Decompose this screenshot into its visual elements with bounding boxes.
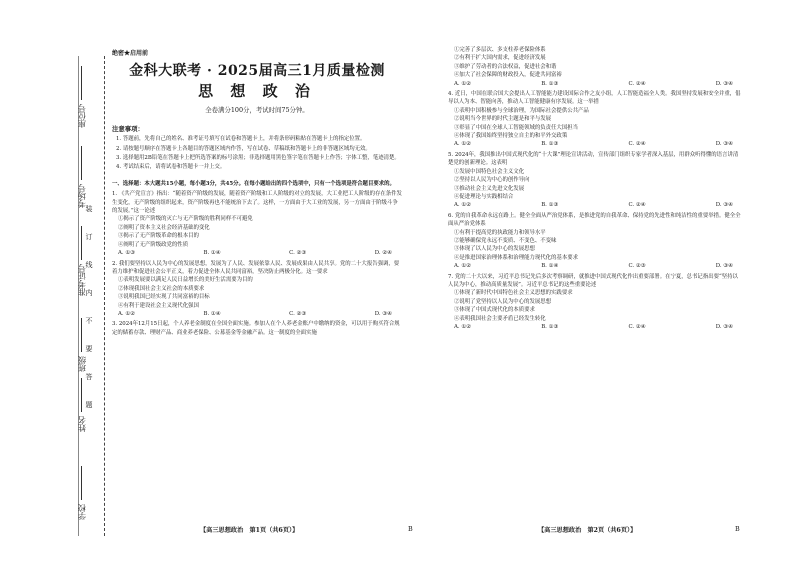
confidential-mark: 绝密★启用前	[112, 50, 149, 57]
class-field: 班级	[60, 318, 104, 372]
option: ①发展中国特色社会主义文化	[454, 168, 525, 175]
answer-choices	[118, 310, 392, 318]
notice-item: 3. 选择题用2B铅笔在答题卡上把所选答案的标号涂黑；非选择题用黑色签字笔在答题卡上作答；字体工整，笔迹清楚。	[116, 155, 400, 162]
option: ②体现我国社会主义社会的本质要求	[118, 285, 205, 292]
name-field: 姓名	[60, 378, 104, 432]
answer-choices	[454, 140, 733, 148]
binding-char: 装	[85, 205, 93, 213]
exam-title: 金科大联考 · 2025届高三1月质量检测	[129, 63, 385, 80]
school-field: 学校	[60, 466, 104, 520]
question-5: 5. 2024年，我国推出中国式现代化的“十大课”理论宣讲活动，宣传部门组织专家学者深入基层，用群众听得懂的语言讲清楚党的创新理论。这表明	[448, 151, 739, 167]
option: ③揭示了无产阶级革命的根本目的	[118, 233, 199, 240]
option: ②坚持以人民为中心的创作导向	[454, 177, 530, 184]
choice: A. ①②	[454, 80, 471, 87]
binding-char: 内	[85, 289, 93, 297]
option: ③维护了劳动者的合法权益，促进社会和谐	[454, 63, 557, 70]
choice: B. ①③	[541, 141, 559, 148]
binding-char: 不	[85, 317, 93, 325]
choice: D. ③④	[715, 263, 733, 270]
section-heading: 一、选择题：本大题共15小题，每小题3分，共45分。在每小题给出的四个选项中，只有一个选项是符合题目要求的。	[112, 180, 395, 187]
choice: B. ①④	[203, 310, 221, 317]
question-2: 2. 我们要坚持以人民为中心的发展思想，发展为了人民、发展依靠人民、发展成果由人民共享。党的二十大报告强调，要着力维护和促进社会公平正义，着力促进全体人民共同富裕，坚决防止两极分化。这一要求	[112, 260, 400, 275]
choice: B. ①④	[541, 263, 559, 270]
choice: C. ②④	[628, 80, 646, 87]
choice: A. ①②	[454, 324, 471, 330]
answer-choices	[454, 262, 733, 270]
answer-choices	[118, 249, 392, 257]
choice: D. ③④	[715, 80, 733, 87]
notice-item: 1. 答题前，先将自己的姓名、准考证号填写在试卷和答题卡上，并将条形码粘贴在答题卡上的指定位置。	[116, 136, 366, 143]
notice-item: 4. 考试结束后，请将试卷和答题卡一并上交。	[116, 164, 226, 171]
choice: C. ②④	[628, 141, 646, 148]
page-2-footer: 【高三思想政治 第2页（共6页）】	[538, 527, 637, 534]
option: ②能够确保党永远不变质、不变色、不变味	[454, 237, 557, 244]
option: ②有利于扩大国内需求，促进经济发展	[454, 55, 546, 62]
option: ④促进理论与实践相结合	[454, 193, 514, 200]
option: ②说明了党坚持以人民为中心的发展思想	[454, 298, 552, 305]
choice: C. ②④	[628, 324, 646, 330]
room-number-field: 考场号	[60, 146, 104, 208]
binding-char: 线	[85, 261, 93, 269]
answer-choices	[454, 80, 733, 88]
option: ①完善了多层次、多支柱养老保险体系	[454, 47, 546, 53]
answer-choices	[454, 323, 733, 331]
cut-line	[104, 56, 105, 536]
notice-list	[112, 135, 402, 172]
binding-char: 要	[85, 345, 93, 353]
choice: D. ③④	[715, 141, 733, 148]
choice: B. ①④	[203, 250, 221, 257]
answer-choices	[454, 201, 733, 209]
choice: B. ①③	[541, 202, 559, 209]
binding-char: 答	[85, 373, 93, 381]
page-1-column	[112, 50, 402, 337]
choice: D. ②④	[374, 250, 392, 257]
question-7: 7. 党的二十大以来，习近平总书记先后多次考察调研，就推进中国式现代化作出重要部署。在宁夏，总书记指出要“坚持以人民为中心，推动高质量发展”。习近平总书记的这些重要论述	[448, 273, 738, 288]
option: ④体现了我国始终坚持独立自主的和平外交政策	[454, 133, 568, 140]
question-1: 1. 《共产党宣言》指出：“随着资产阶级的发展，随着资产阶级和工人阶级的对立的发展，大工业把工人阶级的存在条件发生变化，无产阶级的组织起来，资产阶级再也不能统治下去了。这样，一方面由于大工业的发展，另一方面由于阶级斗争的发展。”这一论述	[112, 191, 402, 215]
choice: D. ③④	[715, 324, 733, 330]
page-1-footer: 【高三思想政治 第1页（共6页）】	[200, 527, 299, 534]
choice: A. ①③	[118, 250, 135, 257]
choice: B. ①③	[541, 324, 559, 330]
page-2-column	[448, 46, 743, 332]
notice-heading: 注意事项：	[112, 124, 144, 133]
choice: C. ②③	[289, 310, 307, 317]
option: ③彰显了中国在全球人工智能领域的负责任大国担当	[454, 124, 578, 131]
subject-title: 思 想 政 治	[198, 82, 316, 101]
option: ①有利于提高党的执政能力和领导水平	[454, 229, 546, 236]
choice: C. ②③	[628, 263, 646, 270]
option: ②阐明了资本主义社会经济基础的变化	[118, 224, 210, 231]
option: ②说明当今世界的时代主题是和平与发展	[454, 116, 552, 123]
binding-margin	[60, 56, 108, 536]
choice: C. ②③	[289, 250, 307, 257]
choice: A. ①②	[118, 310, 135, 317]
choice: A. ①②	[454, 263, 471, 270]
option: ④加大了社会保障的财政投入，促进共同富裕	[454, 72, 562, 79]
exam-id-field: 准考证号	[60, 226, 104, 296]
option: ①表明中国积极参与全球治理，为国际社会提供公共产品	[454, 107, 589, 114]
binding-char: 题	[85, 401, 93, 409]
binding-line	[78, 56, 79, 536]
option: ③说明我国已经实现了共同富裕的目标	[118, 294, 210, 301]
page-2-version-mark: B	[735, 525, 740, 533]
option: ④表明我国社会主要矛盾已经发生转化	[454, 315, 546, 322]
binding-char: 订	[85, 233, 93, 241]
notice-item: 2. 请按题号顺序在答题卡上各题目的答题区域内作答，写在试卷、草稿纸和答题卡上的非答题区域均无效。	[116, 145, 371, 152]
seat-number-field: 座位号	[60, 66, 104, 128]
option: ①揭示了资产阶级的灭亡与无产阶级的胜利同样不可避免	[118, 216, 253, 223]
option: ③推动社会主义先进文化发展	[454, 185, 525, 192]
choice: A. ①②	[454, 202, 471, 209]
option: ③体现了以人民为中心的发展思想	[454, 246, 535, 253]
question-6: 6. 党的自我革命永远在路上。健全全面从严治党体系，是推进党的自我革命、保持党的先进性和纯洁性的重要举措。健全全面从严治党体系	[448, 212, 741, 228]
choice: C. ②④	[628, 202, 646, 209]
choice: B. ①③	[541, 80, 559, 87]
choice: D. ③④	[374, 310, 392, 317]
choice: D. ③④	[715, 202, 733, 209]
option: ①体现了新时代中国特色社会主义思想的实践要求	[454, 290, 573, 297]
option: ④阐明了无产阶级政党的性质	[118, 241, 189, 248]
option: ④是推进国家治理体系和治理能力现代化的基本要求	[454, 254, 578, 261]
question-4: 4. 近日，中国在联合国大会提出人工智能能力建设国际合作之友小组，人工智能造福全人类。我国坚持发展和安全并重，倡导以人为本、智能向善，推动人工智能健康有序发展。这一举措	[448, 91, 741, 106]
question-3: 3. 2024年12月15日起，个人养老金制度在全国全面实施。参加人在个人养老金账户中缴纳的资金，可以用于购买符合规定的储蓄存款、理财产品、商业养老保险、公募基金等金融产品。这一制度的全面实施	[112, 321, 400, 336]
option: ③体现了中国式现代化的本质要求	[454, 307, 535, 314]
score-time-info: 全卷满分100分，考试时间75分钟。	[205, 106, 309, 115]
choice: A. ①②	[454, 141, 471, 148]
option: ①表明发展要以满足人民日益增长的美好生活需要为目的	[118, 277, 253, 284]
page-1-version-mark: B	[408, 525, 413, 533]
option: ④有利于建设社会主义现代化强国	[118, 302, 199, 309]
